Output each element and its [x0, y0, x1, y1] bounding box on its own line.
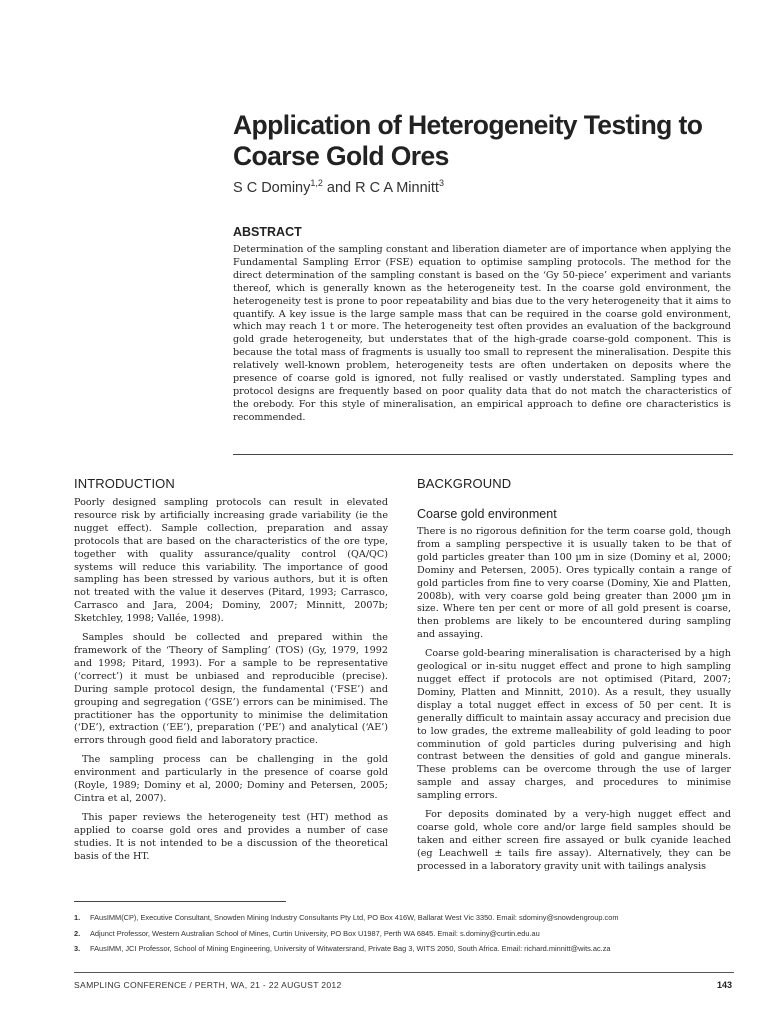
footnote: [74, 926, 734, 942]
author-name: S C Dominy: [233, 179, 311, 196]
author-affiliation-marker: 1,2: [310, 178, 323, 188]
footnotes: [74, 910, 734, 957]
section-divider: [233, 454, 733, 455]
running-footer: SAMPLING CONFERENCE / PERTH, WA, 21 - 22 AUGUST 2012: [74, 980, 342, 990]
left-column: [74, 476, 388, 869]
abstract-text: Determination of the sampling constant and liberation diameter are of importance when applying the Fundamental Sampling Error (FSE) equation to optimise sampling protocols. The method for the direct determination of the sampling constant is based on the ‘Gy 50-piece’ experiment and variants thereof, which is generally known as the heterogeneity test. In the coarse gold environment, the heterogeneity test is prone to poor repeatability and bias due to the very heterogeneity that it aims to quantify. A key issue is the large sample mass that can be required in the coarse gold environment, which may reach 1 t or more. The heterogeneity test often provides an evaluation of the background gold grade heterogeneity, but understates that of the high-grade coarse-gold component. This is because the total mass of fragments is usually too small to represent the mineralisation. Despite this relatively well-known problem, heterogeneity tests are often undertaken on deposits where the presence of coarse gold is ignored, not fully realised or vastly understated. Sampling types and protocol designs are frequently based on poor quality data that do not match the characteristics of the orebody. For this style of mineralisation, an empirical approach to define ore characteristics is recommended.: [233, 244, 731, 423]
footnote: [74, 910, 734, 926]
introduction-heading: INTRODUCTION: [74, 476, 175, 491]
body-paragraph: Samples should be collected and prepared within the framework of the ‘Theory of Sampling’ (TOS) (Gy, 1979, 1992 and 1998; Pitard, 1993). For a sample to be representative (‘correct’) it must be unbiased and reproducible (precise). During sample protocol design, the fundamental (‘FSE’) and grouping and segregation (‘GSE’) errors can be minimised. The practitioner has the opportunity to minimise the delimitation (‘DE’), extraction (‘EE’), preparation (‘PE’) and analytical (‘AE’) errors through good field and laboratory practice.: [74, 632, 388, 747]
page-number: 143: [716, 980, 732, 990]
author-name: R C A Minnitt: [355, 179, 439, 196]
footnote-text: Adjunct Professor, Western Australian School of Mines, Curtin University, PO Box U1987, Perth WA 6845. Email: s.dominy@curtin.edu.au: [90, 928, 540, 938]
footer-divider: [74, 972, 734, 973]
body-paragraph: The sampling process can be challenging in the gold environment and particularly in the presence of coarse gold (Royle, 1989; Dominy et al, 2000; Dominy and Petersen, 2005; Cintra et al, 2007).: [74, 754, 388, 804]
paper-title: Application of Heterogeneity Testing to Coarse Gold Ores: [233, 110, 703, 171]
background-heading: BACKGROUND: [417, 476, 512, 491]
footnote-text: FAusIMM(CP), Executive Consultant, Snowden Mining Industry Consultants Pty Ltd, PO Box 416W, Ballarat West Vic 3350. Email: sdominy@snowdengroup.com: [90, 913, 619, 922]
body-paragraph: For deposits dominated by a very-high nugget effect and coarse gold, whole core and/or large field samples should be taken and either screen fire assayed or bulk cyanide leached (eg Leachwell ± tails fire assay). Alternatively, they can be processed in a laboratory gravity unit with tailings analysis: [417, 809, 731, 872]
author-conjunction: and: [322, 179, 356, 196]
abstract-heading: ABSTRACT: [233, 225, 302, 239]
footnote: [74, 941, 734, 957]
footnote-number: 3.: [74, 944, 81, 953]
footnote-number: 1.: [74, 913, 81, 922]
author-line: [233, 178, 444, 196]
right-column: [417, 476, 731, 880]
footnote-text: FAusIMM, JCI Professor, School of Mining Engineering, University of Witwatersrand, Private Bag 3, WITS 2050, South Africa. Email: richard.minnitt@wits.ac.za: [90, 944, 611, 953]
coarse-gold-subheading: Coarse gold environment: [417, 507, 557, 521]
footnote-number: 2.: [74, 928, 81, 938]
footnote-divider: [74, 901, 286, 902]
body-paragraph: Coarse gold-bearing mineralisation is characterised by a high geological or in-situ nugget effect and prone to high sampling nugget effect if protocols are not optimised (Pitard, 2007; Dominy, Platten and Minnitt, 2010). As a result, they usually display a total nugget effect in excess of 50 per cent. It is generally difficult to maintain assay accuracy and precision due to low grades, the extreme malleability of gold leading to poor comminution of gold particles during pulverising and high contrast between the densities of gold and gangue minerals. These problems can be overcome through the use of larger sample and assay charges, and procedures to minimise sampling errors.: [417, 648, 731, 802]
body-paragraph: This paper reviews the heterogeneity test (HT) method as applied to coarse gold ores and provides a number of case studies. It is not intended to be a discussion of the theoretical basis of the HT.: [74, 811, 388, 862]
body-paragraph: Poorly designed sampling protocols can result in elevated resource risk by artificially increasing grade variability (ie the nugget effect). Sample collection, preparation and assay protocols that are based on the characteristics of the ore type, together with quality assurance/quality control (QA/QC) systems will reduce this variability. The importance of good sampling has been stressed by various authors, but it is often not treated with the value it deserves (Pitard, 1993; Carrasco, Carrasco and Jara, 2004; Dominy, 2007; Minnitt, 2007b; Sketchley, 1998; Vallée, 1998).: [74, 497, 388, 625]
author-affiliation-marker: 3: [438, 178, 444, 188]
body-paragraph: There is no rigorous definition for the term coarse gold, though from a sampling perspective it is usually taken to be that of gold particles greater than 100 µm in size (Dominy et al, 2000; Dominy and Petersen, 2005). Ores typically contain a range of gold particles from fine to very coarse (Dominy, Xie and Platten, 2008b), with very coarse gold being greater than 2000 µm in size. Where ten per cent or more of all gold present is coarse, then problems are likely to be encountered during sampling and assaying.: [417, 526, 731, 641]
